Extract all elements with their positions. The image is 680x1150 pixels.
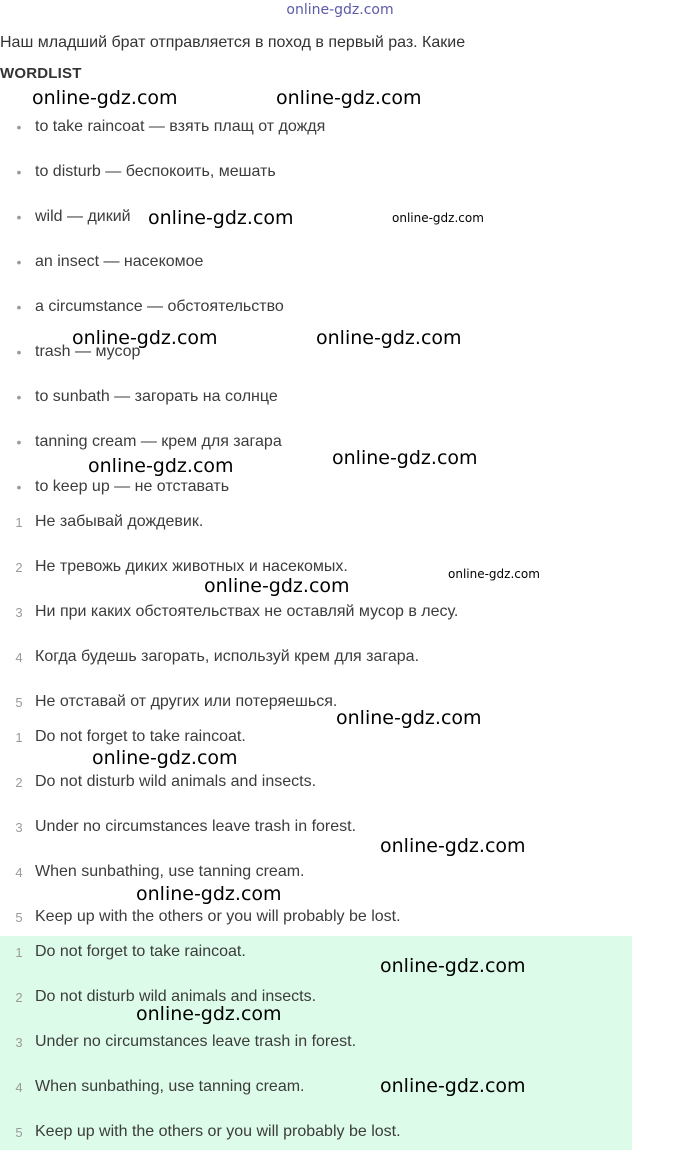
sentence-number: 4 bbox=[15, 865, 23, 880]
sentence-number: 5 bbox=[15, 695, 23, 710]
sentence-number: 4 bbox=[15, 650, 23, 665]
watermark: online-gdz.com bbox=[380, 955, 526, 977]
bullet-icon: • bbox=[16, 119, 22, 135]
sentence-number: 3 bbox=[15, 1035, 23, 1050]
watermark: online-gdz.com bbox=[92, 747, 238, 769]
watermark: online-gdz.com bbox=[148, 207, 294, 229]
bullet-icon: • bbox=[16, 209, 22, 225]
sentence-number: 4 bbox=[15, 1080, 23, 1095]
watermark: online-gdz.com bbox=[136, 883, 282, 905]
sentence-number: 2 bbox=[15, 560, 23, 575]
sentence-number: 2 bbox=[15, 990, 23, 1005]
watermark: online-gdz.com bbox=[88, 455, 234, 477]
watermark: online-gdz.com bbox=[72, 327, 218, 349]
watermark: online-gdz.com bbox=[32, 87, 178, 109]
sentence-number: 5 bbox=[15, 910, 23, 925]
sentence-number: 1 bbox=[15, 730, 23, 745]
watermark: online-gdz.com bbox=[136, 1003, 282, 1025]
bullet-icon: • bbox=[16, 434, 22, 450]
bullet-icon: • bbox=[16, 164, 22, 180]
bullet-icon: • bbox=[16, 254, 22, 270]
bullet-icon: • bbox=[16, 344, 22, 360]
bullet-icon: • bbox=[16, 479, 22, 495]
site-header-link[interactable]: online-gdz.com bbox=[286, 2, 394, 18]
sentence-number: 3 bbox=[15, 605, 23, 620]
sentence-number: 2 bbox=[15, 775, 23, 790]
bullet-icon: • bbox=[16, 389, 22, 405]
watermark: online-gdz.com bbox=[380, 835, 526, 857]
sentence-number: 3 bbox=[15, 820, 23, 835]
wordlist-heading: WORDLIST bbox=[0, 65, 82, 82]
watermark: online-gdz.com bbox=[316, 327, 462, 349]
watermark: online-gdz.com bbox=[448, 567, 540, 581]
watermark: online-gdz.com bbox=[336, 707, 482, 729]
watermark: online-gdz.com bbox=[276, 87, 422, 109]
watermark: online-gdz.com bbox=[392, 211, 484, 225]
bullet-icon: • bbox=[16, 299, 22, 315]
watermark: online-gdz.com bbox=[204, 575, 350, 597]
sentence-number: 1 bbox=[15, 945, 23, 960]
sentence-number: 5 bbox=[15, 1125, 23, 1140]
sentence-number: 1 bbox=[15, 515, 23, 530]
intro-text: Наш младший брат отправляется в поход в первый раз. Какие bbox=[0, 34, 466, 51]
watermark: online-gdz.com bbox=[332, 447, 478, 469]
watermark: online-gdz.com bbox=[380, 1075, 526, 1097]
